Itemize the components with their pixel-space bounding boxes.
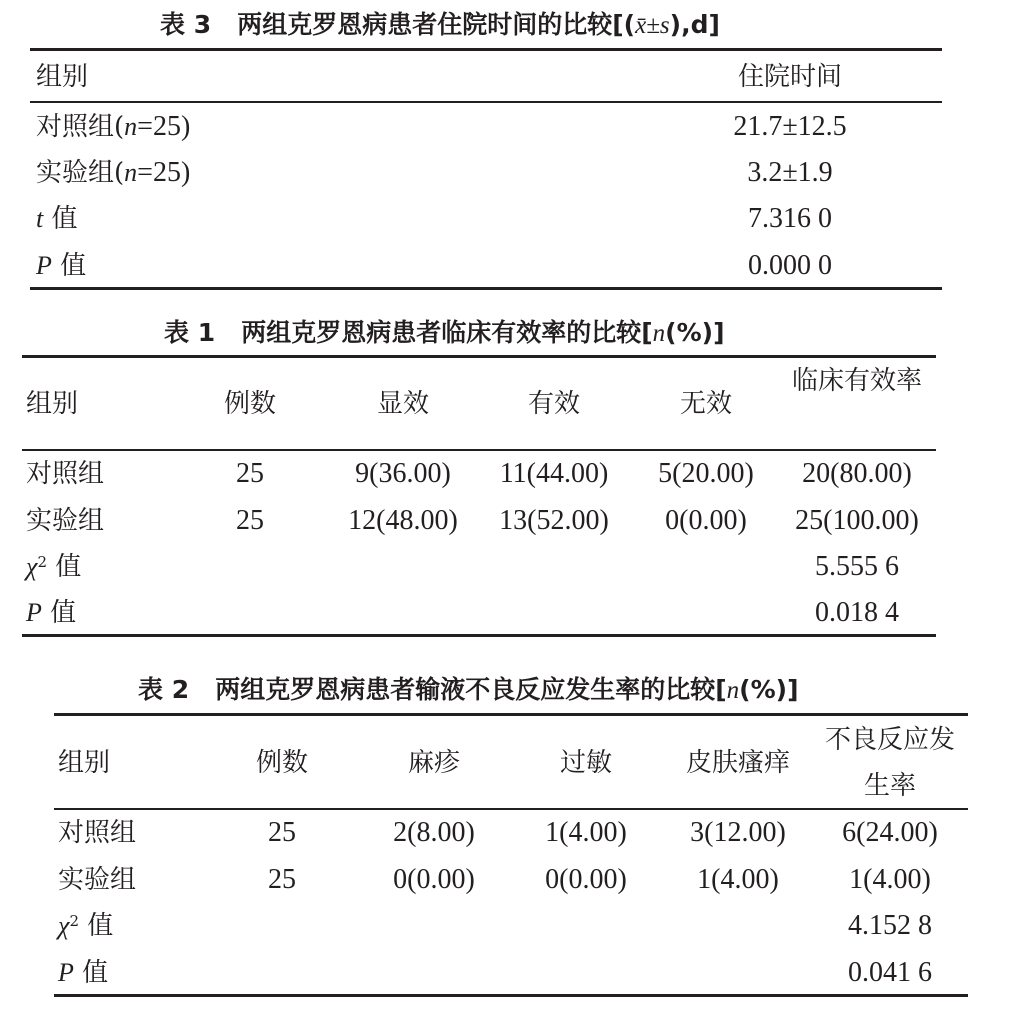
- table3-row-experiment-value: 3.2±1.9: [747, 157, 833, 188]
- table1-row-experiment-effective: 13(52.00): [499, 505, 609, 536]
- table3-bottom-rule: [30, 287, 942, 290]
- table1-header-effective: 有效: [527, 389, 581, 419]
- table1-row-experiment-count: 25: [236, 505, 264, 536]
- table2-row-control-itch: 3(12.00): [690, 817, 786, 848]
- table1-row-experiment-rate: 25(100.00): [795, 505, 919, 536]
- table2-chi-label: [58, 909, 113, 943]
- table1-header-count: 例数: [223, 389, 277, 419]
- table3-t-value: 7.316 0: [748, 203, 832, 234]
- table2-caption-text: 两组克罗恩病患者输液不良反应发生率的比较[: [215, 675, 727, 704]
- table1-header-marked: 显效: [376, 389, 430, 419]
- table2-chi-symbol: χ: [58, 911, 70, 940]
- table2-top-rule: [54, 713, 968, 716]
- table3-p-value: 0.000 0: [748, 250, 832, 281]
- table3-row-control-label: 对照组(: [36, 112, 125, 142]
- table1-row-control-rate: 20(80.00): [802, 458, 912, 489]
- table1-header-rate: 临床有效率: [792, 366, 923, 396]
- table3-row-experiment-n-value: =25): [137, 157, 191, 188]
- table2-header-rule: [54, 808, 968, 810]
- table3-top-rule: [30, 48, 942, 51]
- table2-row-control-count: 25: [268, 817, 296, 848]
- table1-header-ineffective: 无效: [679, 389, 733, 419]
- table1-row-experiment-group: 实验组: [26, 506, 105, 536]
- table1-row-control-ineffective: 5(20.00): [658, 458, 754, 489]
- table2-row-control-allergy: 1(4.00): [545, 817, 627, 848]
- table3-t-label: [36, 202, 78, 236]
- table2-p-value: 0.041 6: [848, 957, 932, 988]
- table1-bottom-rule: [22, 634, 936, 637]
- table2-chi-superscript: 2: [69, 911, 79, 930]
- table2-row-control-rash: 2(8.00): [393, 817, 475, 848]
- table2-row-experiment-itch: 1(4.00): [697, 864, 779, 895]
- table2-header-count: 例数: [255, 748, 309, 778]
- table2-header-itch: 皮肤瘙痒: [685, 748, 791, 778]
- table3-t-symbol: t: [36, 204, 44, 233]
- table3-row-control-n-symbol: n: [124, 112, 138, 141]
- table3-p-label-text: 值: [51, 251, 87, 281]
- table1-header-rule: [22, 449, 936, 451]
- table2-chi-label-text: 值: [79, 911, 114, 941]
- table2-p-label: [58, 956, 108, 990]
- table2-p-label-text: 值: [73, 958, 109, 988]
- table2-header-allergy: 过敏: [559, 748, 613, 778]
- table2-caption: [138, 673, 799, 708]
- table1-row-control-effective: 11(44.00): [499, 458, 609, 489]
- table2-row-experiment-count: 25: [268, 864, 296, 895]
- table1-caption-end: (%)]: [665, 318, 725, 347]
- table1-chi-label-text: 值: [47, 552, 82, 582]
- table3-caption-text: 两组克罗恩病患者住院时间的比较[(: [237, 10, 636, 39]
- table1-p-label: [26, 596, 76, 630]
- table3-row-experiment-group: [36, 156, 190, 190]
- table1-chi-superscript: 2: [37, 552, 47, 571]
- table3-row-experiment-n-symbol: n: [124, 158, 138, 187]
- table3-caption-stat: x̄±s: [635, 12, 670, 39]
- table3-caption-number: 表 3: [160, 10, 212, 39]
- table3-row-experiment-label: 实验组(: [36, 158, 125, 188]
- table1-chi-symbol: χ: [26, 552, 38, 581]
- table3-row-control-value: 21.7±12.5: [733, 111, 847, 142]
- table2-row-experiment-allergy: 0(0.00): [545, 864, 627, 895]
- table2-header-group: 组别: [58, 748, 111, 778]
- table2-chi-value: 4.152 8: [848, 910, 932, 941]
- table3-caption: [160, 8, 720, 43]
- table1-p-label-text: 值: [41, 598, 77, 628]
- table1-chi-value: 5.555 6: [815, 551, 899, 582]
- table3-row-control-group: [36, 110, 190, 144]
- table1-row-control-marked: 9(36.00): [355, 458, 451, 489]
- table1-caption: [164, 316, 725, 351]
- table1-header-group: 组别: [26, 389, 79, 419]
- table2-row-control-group: 对照组: [58, 818, 137, 848]
- table1-row-experiment-ineffective: 0(0.00): [665, 505, 747, 536]
- table3-caption-end: ),d]: [669, 10, 720, 39]
- table3-header-rule: [30, 101, 942, 103]
- table1-chi-label: [26, 550, 81, 584]
- table2-header-rash: 麻疹: [407, 748, 461, 778]
- table1-row-control-group: 对照组: [26, 459, 105, 489]
- table3-p-symbol: P: [36, 251, 52, 280]
- table2-header-rate: 不良反应发生率: [825, 725, 956, 801]
- table1-p-value: 0.018 4: [815, 597, 899, 628]
- table3-header-stay: 住院时间: [737, 62, 843, 92]
- table1-row-control-count: 25: [236, 458, 264, 489]
- table3-row-control-n-value: =25): [137, 111, 191, 142]
- table1-row-experiment-marked: 12(48.00): [348, 505, 458, 536]
- table2-p-symbol: P: [58, 958, 74, 987]
- table2-caption-number: 表 2: [138, 675, 190, 704]
- table2-row-experiment-group: 实验组: [58, 865, 137, 895]
- table3-p-label: [36, 249, 86, 283]
- table1-caption-n: n: [652, 320, 666, 347]
- table2-caption-end: (%)]: [739, 675, 799, 704]
- table1-caption-number: 表 1: [164, 318, 216, 347]
- table2-row-experiment-rate: 1(4.00): [849, 864, 931, 895]
- table2-bottom-rule: [54, 994, 968, 997]
- table2-row-control-rate: 6(24.00): [842, 817, 938, 848]
- table3-header-group: 组别: [36, 62, 89, 92]
- table2-row-experiment-rash: 0(0.00): [393, 864, 475, 895]
- table3-t-label-text: 值: [43, 204, 78, 234]
- table1-p-symbol: P: [26, 598, 42, 627]
- table1-caption-text: 两组克罗恩病患者临床有效率的比较[: [241, 318, 653, 347]
- table2-caption-n: n: [726, 677, 740, 704]
